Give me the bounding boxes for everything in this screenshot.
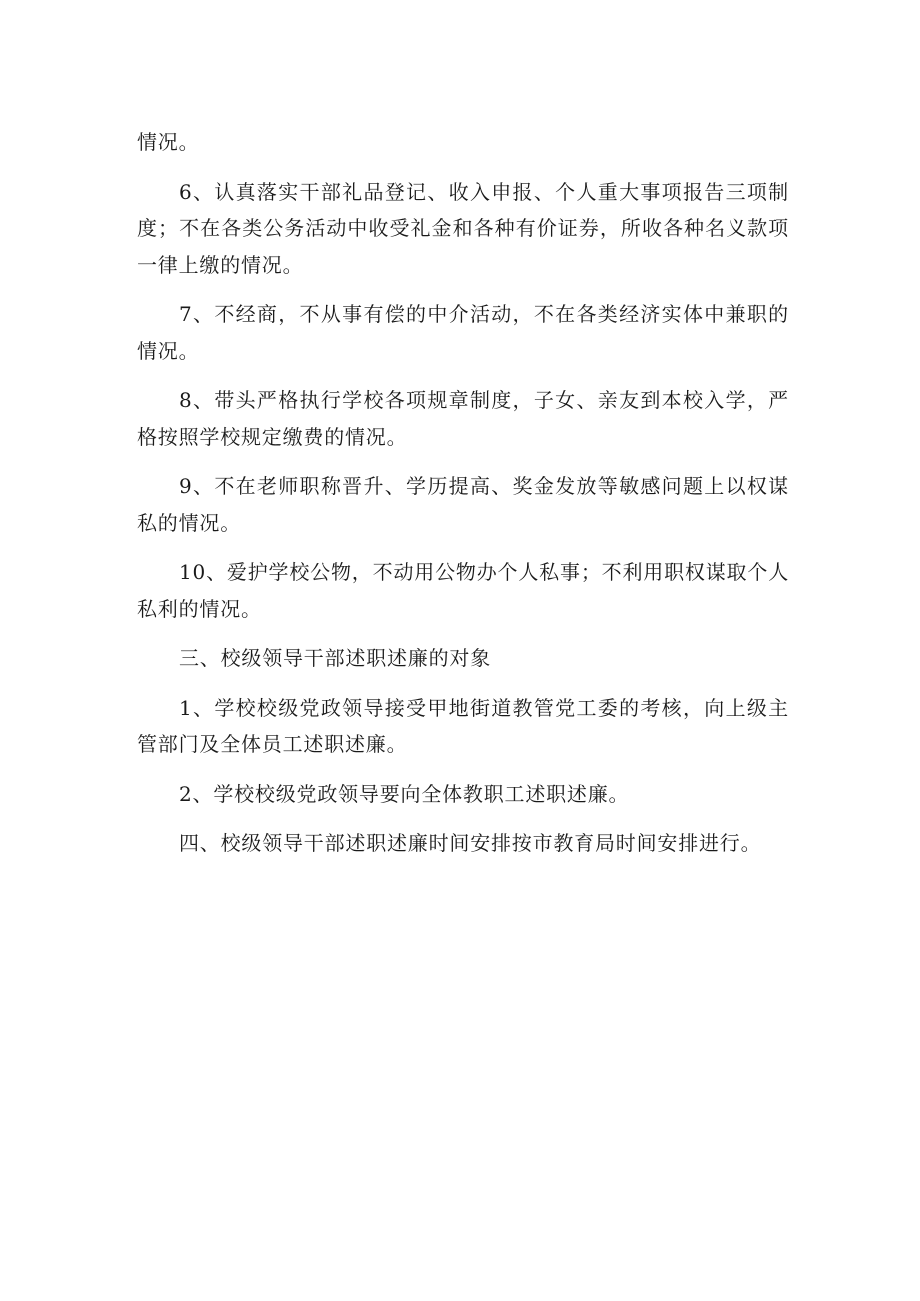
section-heading-3: 三、校级领导干部述职述廉的对象 [179, 646, 491, 670]
paragraph-section3-item-1: 1、学校校级党政领导接受甲地街道教管党工委的考核，向上级主管部门及全体员工述职述廉。 [137, 695, 789, 756]
section-heading-4: 四、校级领导干部述职述廉时间安排按市教育局时间安排进行。 [179, 831, 762, 855]
paragraph-item-6: 6、认真落实干部礼品登记、收入申报、个人重大事项报告三项制度；不在各类公务活动中收受礼金和各种有价证券，所收各种名义款项一律上缴的情况。 [137, 179, 789, 277]
paragraph-continuation: 情况。 [137, 130, 200, 154]
paragraph-item-9: 9、不在老师职称晋升、学历提高、奖金发放等敏感问题上以权谋私的情况。 [137, 474, 789, 535]
paragraph-item-7: 7、不经商，不从事有偿的中介活动，不在各类经济实体中兼职的情况。 [137, 302, 789, 363]
document-body [137, 124, 789, 875]
paragraph-item-10: 10、爱护学校公物，不动用公物办个人私事；不利用职权谋取个人私利的情况。 [137, 560, 789, 621]
paragraph-item-8: 8、带头严格执行学校各项规章制度，子女、亲友到本校入学，严格按照学校规定缴费的情况。 [137, 388, 789, 449]
paragraph-section3-item-2: 2、学校校级党政领导要向全体教职工述职述廉。 [179, 781, 630, 806]
